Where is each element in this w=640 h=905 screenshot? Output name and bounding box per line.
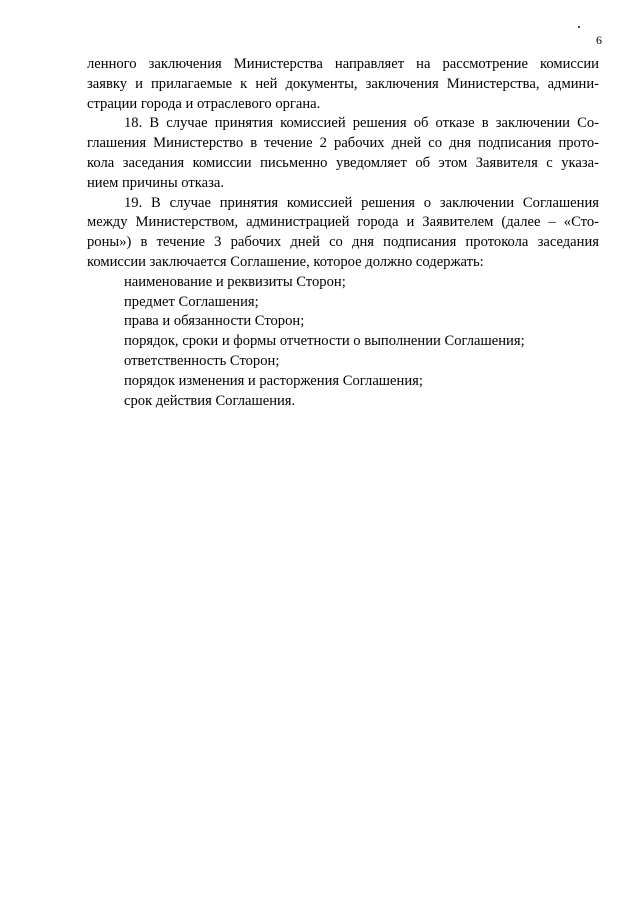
paragraph-line: кола заседания комиссии письменно уведомляет об этом Заявителя с указа-: [87, 154, 599, 171]
list-item: права и обязанности Сторон;: [124, 313, 305, 330]
paragraph-line: глашения Министерство в течение 2 рабочих дней со дня подписания прото-: [87, 135, 599, 152]
paragraph-line: 18. В случае принятия комиссией решения об отказе в заключении Со-: [124, 115, 599, 132]
paragraph-line: комиссии заключается Соглашение, которое должно содержать:: [87, 253, 484, 270]
paragraph-line: нием причины отказа.: [87, 174, 225, 191]
list-item: ответственность Сторон;: [124, 352, 280, 369]
list-item: предмет Соглашения;: [124, 293, 259, 310]
list-item: порядок изменения и расторжения Соглашения;: [124, 372, 423, 389]
document-body: [87, 55, 599, 411]
paragraph-line: между Министерством, администрацией города и Заявителем (далее – «Сто-: [87, 214, 599, 231]
paragraph-18: [87, 114, 599, 193]
page-number: 6: [596, 33, 602, 47]
intro-paragraph: [87, 55, 599, 114]
list-item: порядок, сроки и формы отчетности о выполнении Соглашения;: [124, 333, 525, 350]
paragraph-line: заявку и прилагаемые к ней документы, заключения Министерства, админи-: [87, 75, 599, 92]
list-item: наименование и реквизиты Сторон;: [124, 273, 346, 290]
paragraph-19: [87, 194, 599, 273]
paragraph-line: роны») в течение 3 рабочих дней со дня подписания протокола заседания: [87, 234, 599, 251]
paragraph-line: 19. В случае принятия комиссией решения о заключении Соглашения: [124, 194, 599, 211]
list-item: срок действия Соглашения.: [124, 392, 296, 409]
scan-mark: [578, 26, 580, 28]
paragraph-line: ленного заключения Министерства направляет на рассмотрение комиссии: [87, 56, 599, 72]
paragraph-line: страции города и отраслевого органа.: [87, 95, 321, 112]
agreement-contents-list: [87, 273, 599, 412]
